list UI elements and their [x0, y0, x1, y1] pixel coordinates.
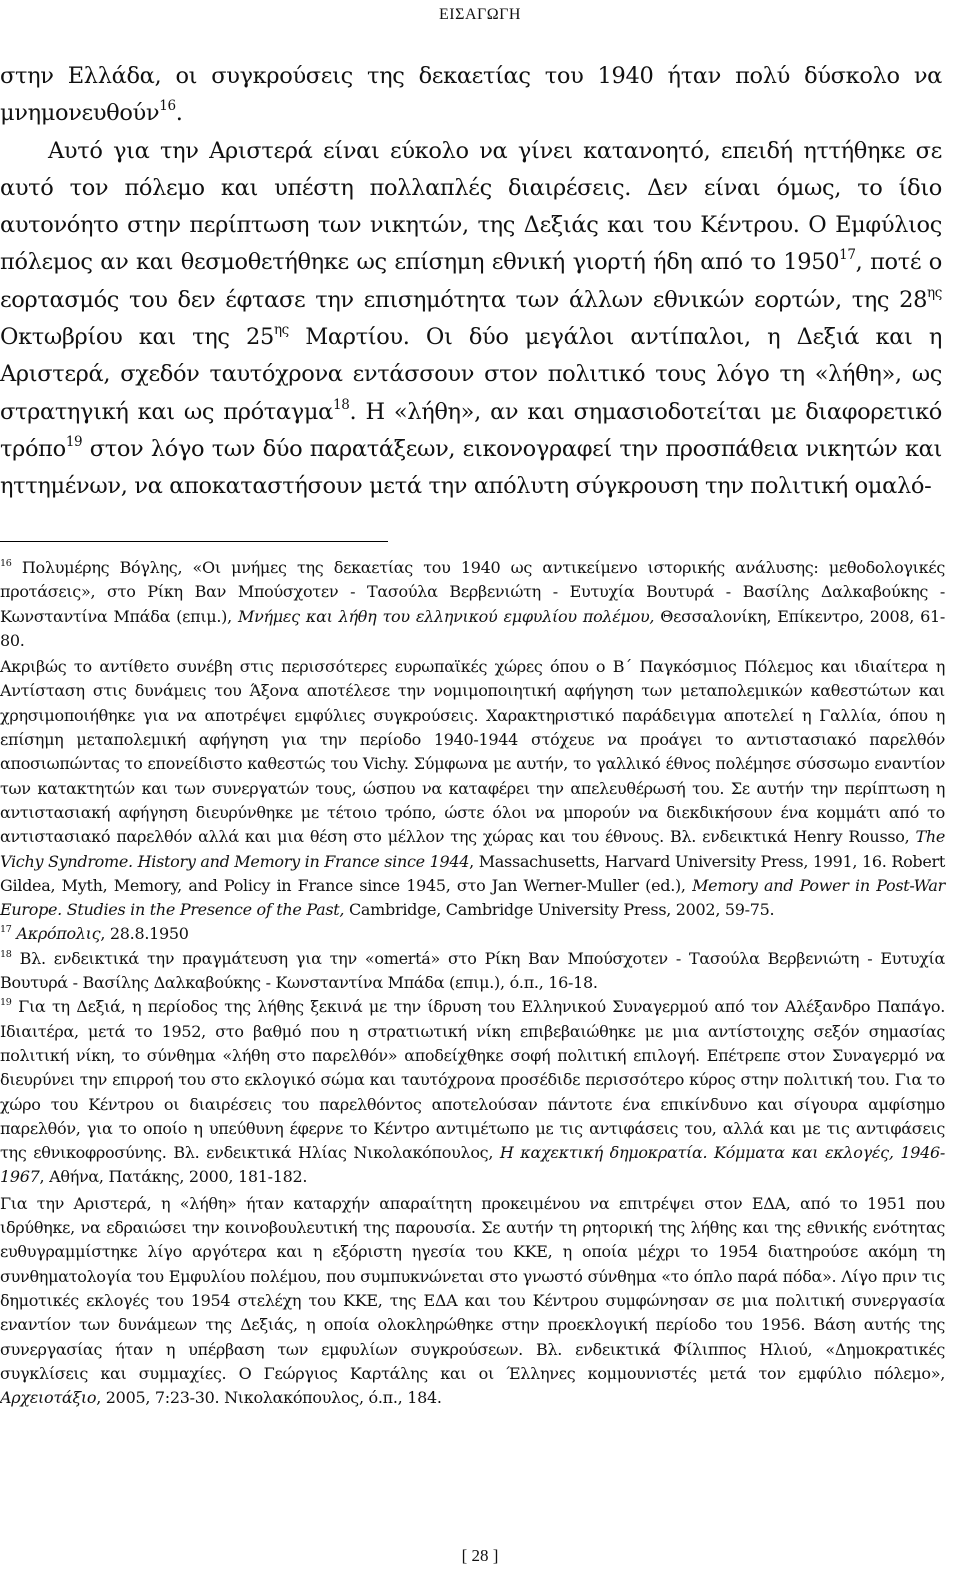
footnote-19: $^{19}$ Για τη Δεξιά, η περίοδος της λήθης ξεκινά με την ίδρυση του Ελληνικού Συναγερμού από τον Αλέξανδρο Παπάγο. Ιδιαιτέρα, μετά το 1952, στο βαθμό που η στρατιωτική νίκη επιβεβαιώθηκε με μια αντίστοιχης σεξόν σημασίας πολιτική νίκη, το σύνθημα «λήθη στο παρελθόν» αποδείχθηκε σοφή πολιτική επιλογή. Επέτρεπε στον Συναγερμό να διευρύνει την επιρροή του στο εκλογικό σώμα και ταυτόχρονα προσέδιδε περισσότερο κύρος στην πολιτική του. Για το χώρο του Κέντρου οι διαιρέσεις του παρελθόντος αποτελούσαν πάντοτε ένα επικίνδυνο και σίγουρα αμφίσημο παρελθόν, για το οποίο η υπεύθυνη έφερνε το Κέντρο αντιμέτωπο με τις αντιφάσεις του, αλλά και με τις αντιφάσεις της εθνικοφροσύνης. Βλ. ενδεικτικά Ηλίας Νικολακόπουλος, Η καχεκτική δημοκρατία. Κόμματα και εκλογές, 1946-1967, Αθήνα, Πατάκης, 2000, 181-182.	[0, 997, 945, 1187]
footnote-17: $^{17}$ Ακρόπολις, 28.8.1950	[0, 924, 189, 944]
paragraph: στην Ελλάδα, οι συγκρούσεις της δεκαετίας του 1940 ήταν πολύ δύσκολο να μνημονευθούν$^{16}$.	[0, 63, 942, 127]
footnote-16: $^{16}$ Πολυμέρης Βόγλης, «Οι μνήμες της δεκαετίας του 1940 ως αντικείμενο ιστορικής ανάλυσης: μεθοδολογικές προτάσεις», στο Ρίκη Βαν Μπούσχοτεν - Τασούλα Βερβενιώτη - Ευτυχία Βουτυρά - Βασίλης Δαλκαβούκης - Κωνσταντίνα Μπάδα (επιμ.), Μνήμες και λήθη του ελληνικού εμφυλίου πολέμου, Θεσσαλονίκη, Επίκεντρο, 2008, 61-80.	[0, 557, 945, 650]
footnotes	[0, 556, 945, 1410]
footnote-16-continued: Ακριβώς το αντίθετο συνέβη στις περισσότερες ευρωπαϊκές χώρες όπου ο Β΄ Παγκόσμιος Πόλεμος και ιδιαίτερα η Αντίσταση στις δυνάμεις του Άξονα αποτέλεσε την νομιμοποιητική αφήγηση των μεταπολεμικών καθεστώτων και χρησιμοποιήθηκε για να αποτρέψει εμφύλιες συγκρούσεις. Χαρακτηριστικό παράδειγμα αποτελεί η Γαλλία, όπου η επίσημη μεταπολεμική αφήγηση για την περίοδο 1940-1944 στόχευε να προάγει το αντιστασιακό παρελθόν αποσιωπώντας το επονείδιστο καθεστώς του Vichy. Σύμφωνα με αυτήν, το γαλλικό έθνος πολέμησε σύσσωμο εναντίον των κατακτητών και των συνεργατών τους, ώσπου να καταφέρει την απελευθέρωσή του. Σε αυτήν την περίπτωση η αντιστασιακή αφήγηση διευρύνθηκε με τέτοιο τρόπο, ώστε όλοι να μπορούν να διεκδικήσουν ένα κομμάτι από το αντιστασιακό παρελθόν αλλά και μια θέση στο μέλλον της χώρας και του έθνους. Βλ. ενδεικτικά Henry Rousso, The Vichy Syndrome. History and Memory in France since 1944, Massachusetts, Harvard University Press, 1991, 16. Robert Gildea, Myth, Memory, and Policy in France since 1945, στο Jan Werner-Muller (ed.), Memory and Power in Post-War Europe. Studies in the Presence of the Past, Cambridge, Cambridge University Press, 2002, 59-75.	[0, 657, 945, 920]
footnote-ref[interactable]: 19	[65, 433, 83, 450]
ordinal-suffix: ης	[273, 321, 289, 338]
page-number: [ 28 ]	[461, 1546, 499, 1565]
running-header: ΕΙΣΑΓΩΓΗ	[439, 6, 521, 23]
footnote-number: 17	[0, 924, 12, 936]
body-text	[0, 58, 942, 506]
footnote-ref[interactable]: 16	[159, 98, 176, 115]
footnote-19-continued: Για την Αριστερά, η «λήθη» ήταν καταρχήν απαραίτητη προκειμένου να επιτρέψει στον ΕΔΑ, από το 1951 που ιδρύθηκε, να εδραιώσει την κοινοβουλευτική της παρουσία. Σε αυτήν τη ρητορική της λήθης και της εθνικής ενότητας ευθυγραμμίστηκε λίγο αργότερα και η εξόριστη ηγεσία του ΚΚΕ, η οποία μέχρι το 1954 διατηρούσε ακόμη τη συνθηματολογία του Εμφυλίου πολέμου, που συμπυκνώνεται στο γνωστό σύνθημα «το όπλο παρά πόδα». Λίγο πριν τις δημοτικές εκλογές του 1954 στελέχη του ΚΚΕ, της ΕΔΑ και του Κέντρου συμφώνησαν σε μια πολιτική συνεργασία εναντίον των δυνάμεων της Δεξιάς, η οποία ολοκληρώθηκε στην προεκλογική περίοδο του 1956. Βάση αυτής της συνεργασίας ήταν η υπέρβαση των εμφυλίων συγκρούσεων. Βλ. ενδεικτικά Φίλιππος Ηλιού, «Δημοκρατικές συγκλίσεις και συμμαχίες. Ο Γεώργιος Καρτάλης και οι Έλληνες κομμουνιστές μετά τον εμφύλιο πόλεμο», Αρχειοτάξιο, 2005, 7:23-30. Νικολακόπουλος, ό.π., 184.	[0, 1193, 945, 1408]
paragraph: Αυτό για την Αριστερά είναι εύκολο να γίνει κατανοητό, επειδή ηττήθηκε σε αυτό τον πόλεμο και υπέστη πολλαπλές διαιρέσεις. Δεν είναι όμως, το ίδιο αυτονόητο στην περίπτωση των νικητών, της Δεξιάς και του Κέντρου. Ο Εμφύλιος πόλεμος αν και θεσμοθετήθηκε ως επίσημη εθνική γιορτή ήδη από το 1950$^{17}$, ποτέ ο εορτασμός του δεν έφτασε την επισημότητα των άλλων εθνικών εορτών, της $28^{\eta\varsigma}$ Οκτωβρίου και της $25^{\eta\varsigma}$ Μαρτίου. Οι δύο μεγάλοι αντίπαλοι, η Δεξιά και η Αριστερά, σχεδόν ταυτόχρονα εντάσσουν στον πολιτικό τους λόγο τη «λήθη», ως στρατηγική και ως πρόταγμα$^{18}$. Η «λήθη», αν και σημασιοδοτείται με διαφορετικό τρόπο$^{19}$ στον λόγο των δύο παρατάξεων, εικονογραφεί την προσπάθεια νικητών και ηττημένων, να αποκαταστήσουν μετά την απόλυτη σύγκρουση την πολιτική ομαλό-	[0, 137, 943, 500]
footnote-18: $^{18}$ Βλ. ενδεικτικά την πραγμάτευση για την «omertá» στο Ρίκη Βαν Μπούσχοτεν - Τασούλα Βερβενιώτη - Ευτυχία Βουτυρά - Βασίλης Δαλκαβούκης - Κωνσταντίνα Μπάδα (επιμ.), ό.π., 16-18.	[0, 948, 945, 993]
ordinal-suffix: ης	[927, 284, 942, 301]
footnote-number: 16	[0, 557, 12, 569]
footnote-number: 19	[0, 997, 12, 1009]
footnote-ref[interactable]: 18	[332, 396, 350, 413]
footnote-separator	[0, 541, 388, 542]
footnote-ref[interactable]: 17	[839, 247, 856, 264]
footnote-number: 18	[0, 948, 12, 960]
